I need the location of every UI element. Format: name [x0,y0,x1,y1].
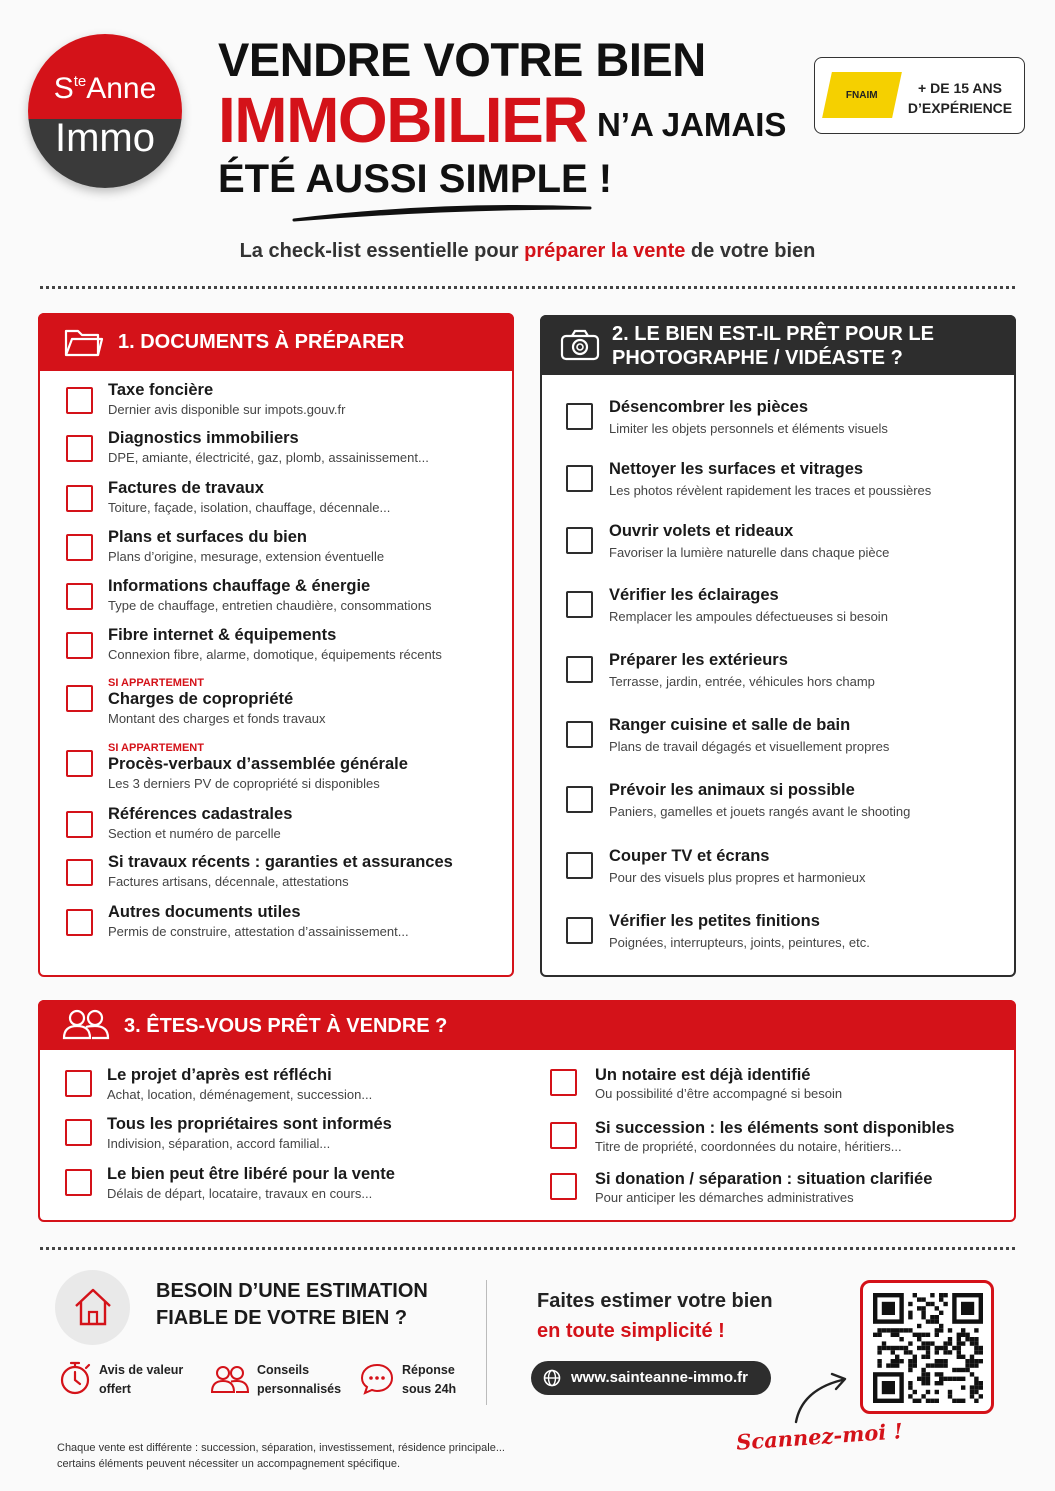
checklist-item-title: Préparer les extérieurs [609,651,788,669]
feature-advice: Conseils personnalisés [257,1363,342,1396]
checkbox[interactable] [66,909,93,936]
checklist-item-subtitle: Factures artisans, décennale, attestations [108,874,349,889]
checklist-item-title: Si succession : les éléments sont disponibles [595,1119,955,1137]
checkbox[interactable] [566,721,593,748]
house-icon-circle [55,1270,130,1345]
checklist-item-subtitle: Achat, location, déménagement, succession... [107,1087,373,1102]
estimation-title: BESOIN D’UNE ESTIMATION FIABLE DE VOTRE BIEN ? [156,1280,428,1329]
checklist-item-title: Un notaire est déjà identifié [595,1066,811,1084]
feature-valuation: Avis de valeur offert [99,1363,184,1396]
divider [40,1247,1015,1250]
checklist-item-subtitle: Limiter les objets personnels et éléments visuels [609,421,888,436]
checklist-item-title: Factures de travaux [108,479,264,497]
experience-badge: FNAIM + DE 15 ANS D’EXPÉRIENCE [814,57,1025,134]
checklist-item-title: Tous les propriétaires sont informés [107,1115,392,1133]
photo-panel: 2. LE BIEN EST-IL PRÊT POUR LE PHOTOGRAPHE / VIDÉASTE ? Désencombrer les pièces Limiter les objets personnels et éléments visuels Nettoyer les surfaces et vitrages Les photos révèlent rapidement les traces et poussières Ouvrir volets et rideaux Favoriser la lumière naturelle dans chaque pièce Vérifier les éclairages Remplacer les ampoules défectueuses si besoin Préparer les extérieurs Terrasse, jardin, entrée, véhicules hors champ Ranger cuisine et salle de bain Plans de travail dégagés et visuellement propres Prévoir les animaux si possible Paniers, gamelles et jouets rangés avant le shooting Couper TV et écrans Pour des visuels plus propres et harmonieux Vérifier les petites finitions Poignées, interrupteurs, joints, peintures, etc. [540,315,1016,977]
checklist-item-subtitle: Section et numéro de parcelle [108,826,281,841]
checkbox[interactable] [550,1069,577,1096]
checkbox[interactable] [65,1070,92,1097]
condition-tag: SI APPARTEMENT [108,742,204,754]
checklist-item-subtitle: Ou possibilité d’être accompagné si besoin [595,1086,843,1101]
checklist-item-subtitle: Type de chauffage, entretien chaudière, consommations [108,598,432,613]
checkbox[interactable] [66,583,93,610]
checklist-item-title: Le projet d’après est réfléchi [107,1066,332,1084]
checkbox[interactable] [566,656,593,683]
checkbox[interactable] [550,1173,577,1200]
chat-bubble-icon [360,1362,394,1396]
qr-code-pattern [873,1293,983,1403]
checkbox[interactable] [566,527,593,554]
cta-line2: en toute simplicité ! [537,1320,725,1342]
checklist-item-subtitle: Plans d’origine, mesurage, extension éventuelle [108,549,385,564]
checkbox[interactable] [66,685,93,712]
condition-tag: SI APPARTEMENT [108,677,204,689]
scan-me-label: Scannez-moi ! [735,1418,904,1455]
subtitle: La check-list essentielle pour préparer la vente de votre bien [239,240,816,262]
checklist-item-subtitle: Montant des charges et fonds travaux [108,711,326,726]
checklist-item-subtitle: Poignées, interrupteurs, joints, peintures, etc. [609,935,870,950]
house-icon [72,1286,114,1328]
checkbox[interactable] [66,534,93,561]
checklist-item-title: Procès-verbaux d’assemblée générale [108,755,408,773]
footer-note: Chaque vente est différente : succession, séparation, investissement, résidence principale... certains éléments peuvent nécessiter un accompagnement spécifique. [57,1442,505,1470]
checklist-item-subtitle: Dernier avis disponible sur impots.gouv.fr [108,402,346,417]
checklist-item-subtitle: Remplacer les ampoules défectueuses si besoin [609,609,888,624]
documents-panel: 1. DOCUMENTS À PRÉPARER Taxe foncière Dernier avis disponible sur impots.gouv.fr Diagnostics immobiliers DPE, amiante, électricité, gaz, plomb, assainissement... Factures de travaux Toiture, façade, isolation, chauffage, décennale... Plans et surfaces du bien Plans d’origine, mesurage, extension éventuelle Informations chauffage & énergie Type de chauffage, entretien chaudière, consommations Fibre internet & équipements Connexion fibre, alarme, domotique, équipements récents SI APPARTEMENT Charges de copropriété Montant des charges et fonds travaux SI APPARTEMENT Procès-verbaux d’assemblée générale Les 3 derniers PV de copropriété si disponibles Références cadastrales Section et numéro de parcelle Si travaux récents : garanties et assurances Factures artisans, décennale, attestations Autres documents utiles Permis de construire, attestation d’assainissement... [38,313,514,977]
checklist-item-title: Si donation / séparation : situation clarifiée [595,1170,933,1188]
checklist-item-title: Références cadastrales [108,805,293,823]
checkbox[interactable] [66,435,93,462]
checklist-item-subtitle: Favoriser la lumière naturelle dans chaque pièce [609,545,890,560]
checkbox[interactable] [566,403,593,430]
checklist-item-subtitle: Indivision, séparation, accord familial... [107,1136,331,1151]
checklist-item-title: Informations chauffage & énergie [108,577,371,595]
checklist-item-title: Couper TV et écrans [609,847,770,865]
checkbox[interactable] [566,591,593,618]
checklist-item-subtitle: Pour anticiper les démarches administratives [595,1190,854,1205]
page-title: VENDRE VOTRE BIEN IMMOBILIER N’A JAMAIS ÉTÉ AUSSI SIMPLE ! [218,33,787,201]
people-icon [210,1364,250,1394]
checklist-item-subtitle: Plans de travail dégagés et visuellement propres [609,739,890,754]
ready-to-sell-panel: 3. ÊTES-VOUS PRÊT À VENDRE ? Le projet d’après est réfléchi Achat, location, déménagement, succession... Tous les propriétaires sont informés Indivision, séparation, accord familial... Le bien peut être libéré pour la vente Délais de départ, locataire, travaux en cours... Un notaire est déjà identifié Ou possibilité d’être accompagné si besoin Si succession : les éléments sont disponibles Titre de propriété, coordonnées du notaire, héritiers... Si donation / séparation : situation clarifiée Pour anticiper les démarches administratives [38,1000,1016,1222]
globe-icon [543,1369,561,1387]
checkbox[interactable] [66,859,93,886]
qr-code[interactable] [860,1280,994,1414]
checkbox[interactable] [566,465,593,492]
checklist-item-title: Fibre internet & équipements [108,626,337,644]
checklist-item-title: Désencombrer les pièces [609,398,809,416]
checklist-item-subtitle: Les photos révèlent rapidement les traces et poussières [609,483,932,498]
checklist-item-title: Nettoyer les surfaces et vitrages [609,460,864,478]
checkbox[interactable] [66,632,93,659]
checkbox[interactable] [566,786,593,813]
divider [40,286,1015,289]
checklist-item-subtitle: Pour des visuels plus propres et harmonieux [609,870,866,885]
checklist-item-subtitle: Connexion fibre, alarme, domotique, équipements récents [108,647,442,662]
people-icon [62,1008,110,1040]
arrow-icon [790,1370,852,1426]
fnaim-logo: FNAIM [822,72,902,118]
checklist-item-title: Plans et surfaces du bien [108,528,307,546]
checkbox[interactable] [66,485,93,512]
checklist-item-subtitle: Les 3 derniers PV de copropriété si disponibles [108,776,380,791]
camera-icon [560,329,600,361]
checklist-item-subtitle: Paniers, gamelles et jouets rangés avant le shooting [609,804,911,819]
checklist-item-subtitle: DPE, amiante, électricité, gaz, plomb, assainissement... [108,450,429,465]
checklist-item-title: Autres documents utiles [108,903,301,921]
title-underline [292,200,592,224]
brand-logo: $S^{te}Anne$ Immo [28,34,182,188]
checkbox[interactable] [566,917,593,944]
website-link[interactable]: www.sainteanne-immo.fr [531,1361,771,1395]
checklist-item-subtitle: Permis de construire, attestation d’assainissement... [108,924,409,939]
checkbox[interactable] [66,750,93,777]
checkbox[interactable] [550,1122,577,1149]
cta-line1: Faites estimer votre bien [537,1290,773,1312]
checklist-item-title: Si travaux récents : garanties et assurances [108,853,453,871]
folder-icon [64,325,104,359]
checklist-item-subtitle: Délais de départ, locataire, travaux en cours... [107,1186,373,1201]
checklist-item-title: Le bien peut être libéré pour la vente [107,1165,395,1183]
checklist-item-title: Ranger cuisine et salle de bain [609,716,851,734]
stopwatch-icon [58,1360,92,1396]
checkbox[interactable] [66,811,93,838]
vertical-divider [486,1280,487,1405]
checklist-item-title: Vérifier les éclairages [609,586,779,604]
checkbox[interactable] [65,1119,92,1146]
checklist-item-title: Ouvrir volets et rideaux [609,522,794,540]
checklist-item-title: Charges de copropriété [108,690,294,708]
checklist-item-title: Diagnostics immobiliers [108,429,299,447]
checkbox[interactable] [65,1169,92,1196]
checklist-item-title: Vérifier les petites finitions [609,912,820,930]
checkbox[interactable] [66,387,93,414]
checkbox[interactable] [566,852,593,879]
feature-response: Réponse sous 24h [402,1363,457,1396]
checklist-item-title: Taxe foncière [108,381,214,399]
checklist-item-subtitle: Toiture, façade, isolation, chauffage, décennale... [108,500,391,515]
checklist-item-title: Prévoir les animaux si possible [609,781,855,799]
checklist-item-subtitle: Terrasse, jardin, entrée, véhicules hors champ [609,674,875,689]
checklist-item-subtitle: Titre de propriété, coordonnées du notaire, héritiers... [595,1139,902,1154]
